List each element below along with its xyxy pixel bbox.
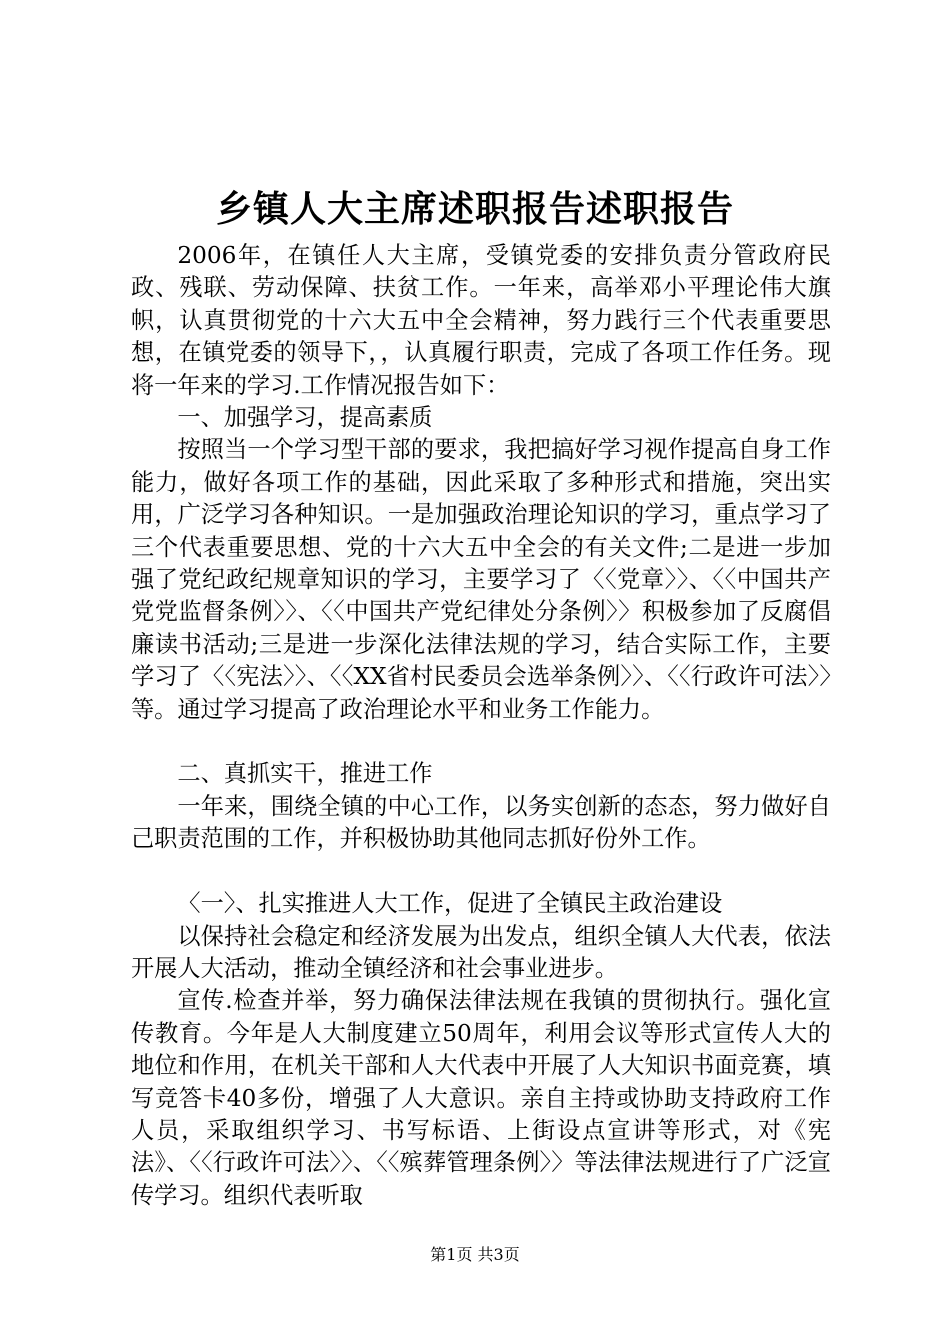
subsection-heading-1: 〈一〉、扎实推进人大工作，促进了全镇民主政治建设 xyxy=(177,890,723,918)
paragraph-study: 按照当一个学习型干部的要求，我把搞好学习视作提高自身工作能力，做好各项工作的基础，因此采取了多种形式和措施，突出实用，广泛学习各种知识。一是加强政治理论知识的学习，重点学习了三个代表重要思想、党的十六大五中全会的有关文件;二是进一步加强了党纪政纪规章知识的学习，主要学习了〈〈党章〉〉、〈〈中国共产党党监督条例〉〉、〈〈中国共产党纪律处分条例〉〉积极参加了反腐倡廉读书活动;三是进一步深化法律法规的学习，结合实际工作，主要学习了〈〈宪法〉〉、〈〈XX省村民委员会选举条例〉〉、〈〈行政许可法〉〉等。通过学习提高了政治理论水平和业务工作能力。 xyxy=(131,436,831,723)
document-title: 乡镇人大主席述职报告述职报告 xyxy=(215,188,734,230)
page-number-footer: 第1页 共3页 xyxy=(430,1245,520,1264)
paragraph-work: 一年来，围绕全镇的中心工作，以务实创新的态态，努力做好自己职责范围的工作，并积极协助其他同志抓好份外工作。 xyxy=(131,792,831,853)
paragraph-publicity: 宣传.检查并举，努力确保法律法规在我镇的贯彻执行。强化宣传教育。今年是人大制度建立50周年，利用会议等形式宣传人大的地位和作用，在机关干部和人大代表中开展了人大知识书面竞赛，填写竞答卡40多份，增强了人大意识。亲自主持或协助支持政府工作人员，采取组织学习、书写标语、上街设点宣讲等形式，对《宪法》、〈〈行政许可法〉〉、〈〈殡葬管理条例〉〉等法律法规进行了广泛宣传学习。组织代表听取 xyxy=(131,987,831,1209)
section-heading-1: 一、加强学习，提高素质 xyxy=(177,404,433,432)
paragraph-npc: 以保持社会稳定和经济发展为出发点，组织全镇人大代表，依法开展人大活动，推动全镇经济和社会事业进步。 xyxy=(131,922,831,982)
document-body xyxy=(131,240,831,1212)
paragraph-intro: 2006年，在镇任人大主席，受镇党委的安排负责分管政府民政、残联、劳动保障、扶贫工作。一年来，高举邓小平理论伟大旗帜，认真贯彻党的十六大五中全会精神，努力践行三个代表重要思想，在镇党委的领导下，，认真履行职责，完成了各项工作任务。现将一年来的学习.工作情况报告如下： xyxy=(131,242,831,399)
section-heading-2: 二、真抓实干，推进工作 xyxy=(177,760,433,788)
